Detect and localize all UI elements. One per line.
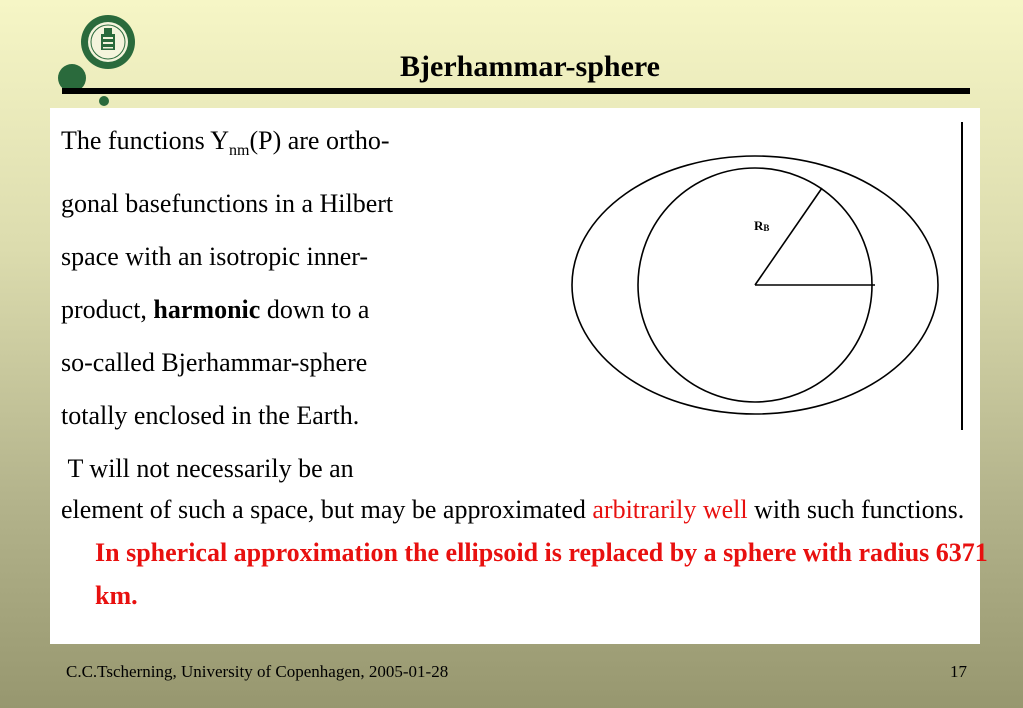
radius-label-r: R — [754, 218, 764, 233]
text-line: gonal basefunctions in a Hilbert — [61, 189, 394, 219]
text-span: with such functions. — [747, 495, 965, 524]
paragraph-intro — [61, 114, 561, 495]
bjerhammar-sphere-diagram — [560, 118, 970, 436]
text-line: totally enclosed in the Earth. — [61, 401, 360, 431]
radius-label-b: B — [763, 223, 770, 233]
footer-author: C.C.Tscherning, University of Copenhagen, 2005-01-28 — [66, 662, 449, 681]
radius-label — [754, 218, 769, 233]
red-text-arbitrarily-well: arbitrarily well — [592, 495, 748, 524]
bold-harmonic: harmonic — [153, 295, 261, 325]
text-span: element of such a space, but may be approximated — [61, 495, 593, 524]
text-span: (P) are ortho- — [249, 126, 390, 155]
university-seal-logo — [80, 14, 136, 70]
text-line — [61, 114, 561, 177]
text-span: The functions Y — [61, 126, 229, 155]
slide-title: Bjerhammar-sphere — [400, 50, 660, 83]
text-line: T will not necessarily be an — [61, 454, 354, 484]
text-line: space with an isotropic inner- — [61, 242, 369, 272]
text-span: down to a — [260, 295, 370, 325]
text-line: so-called Bjerhammar-sphere — [61, 348, 368, 378]
decorative-small-dot — [99, 96, 109, 106]
page-number: 17 — [950, 662, 967, 681]
subscript-nm: nm — [229, 142, 250, 160]
red-bold-spherical-approximation: In spherical approximation the ellipsoid is replaced by a sphere with radius 6371 km. — [95, 538, 988, 610]
text-span: product, — [61, 295, 154, 325]
paragraph-approximation — [61, 488, 995, 617]
text-line — [61, 283, 561, 336]
title-divider — [62, 88, 970, 94]
slanted-radius-line — [755, 188, 822, 285]
